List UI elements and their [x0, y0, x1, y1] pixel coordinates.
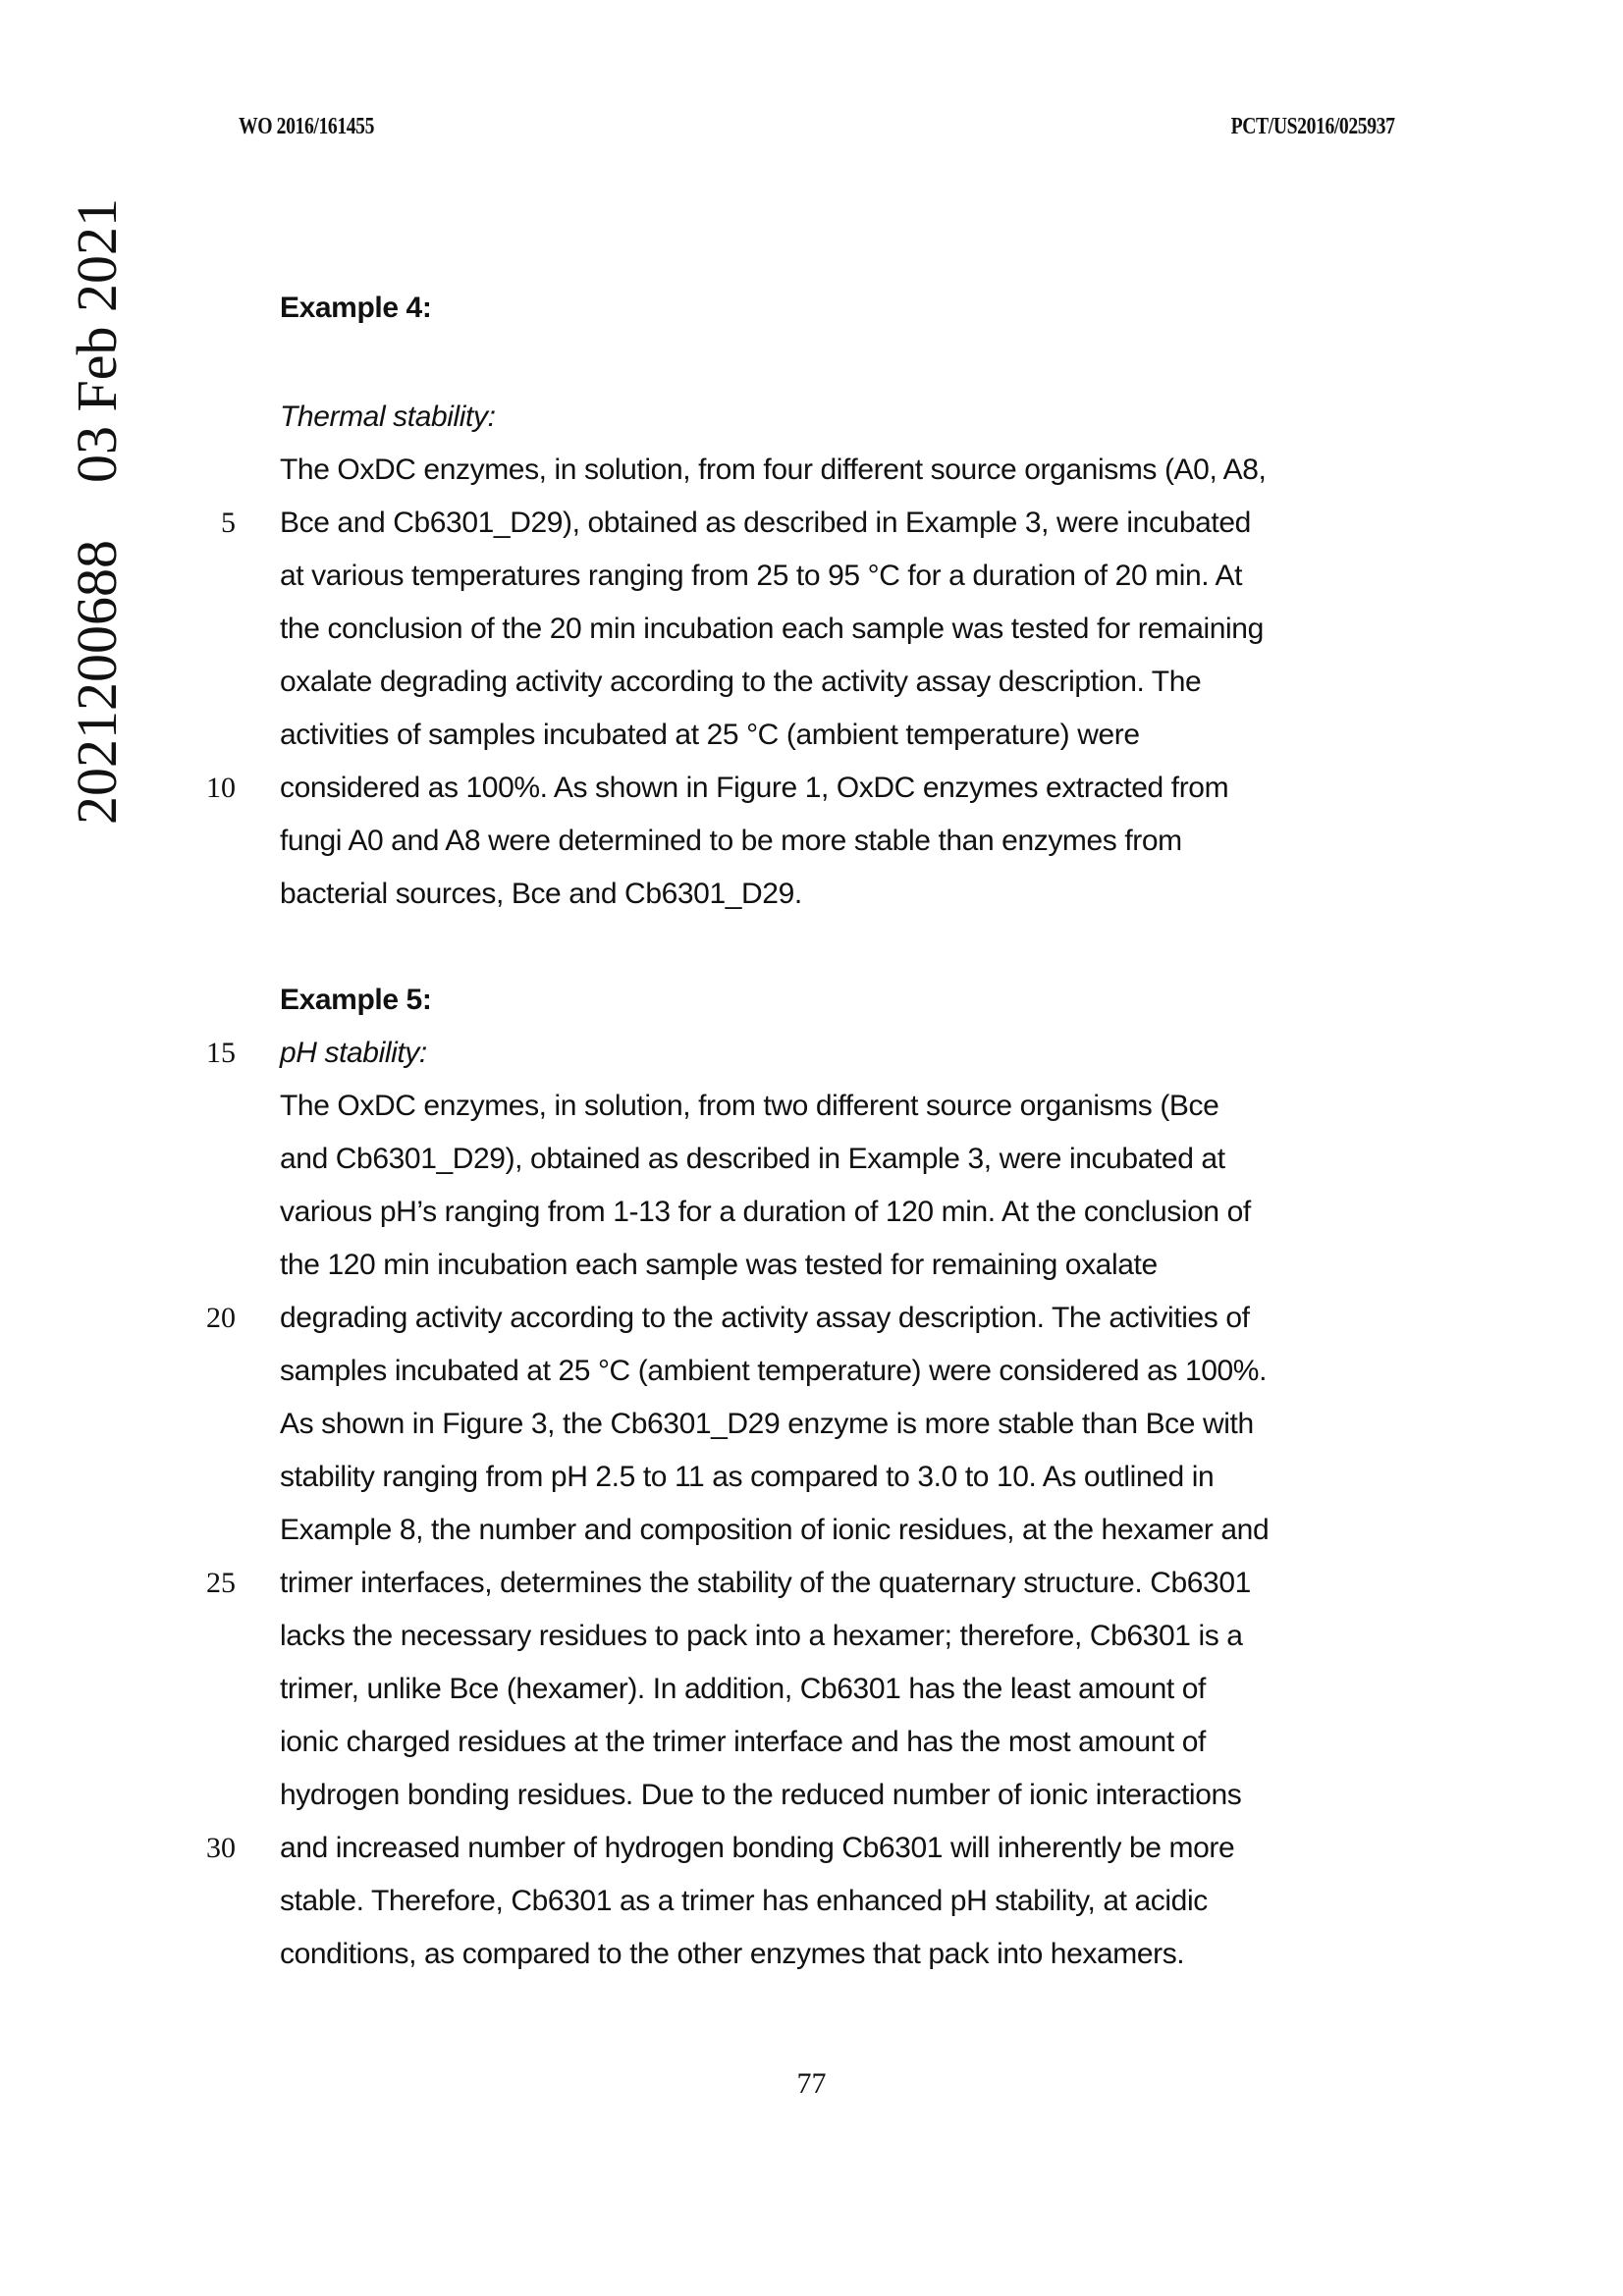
paragraph-line: the 120 min incubation each sample was tested for remaining oxalate	[280, 1249, 1158, 1281]
paragraph-line: Example 8, the number and composition of ionic residues, at the hexamer and	[280, 1514, 1270, 1546]
margin-line-number: 15	[206, 1037, 236, 1069]
side-stamp	[65, 198, 129, 825]
paragraph-line: stability ranging from pH 2.5 to 11 as compared to 3.0 to 10. As outlined in	[280, 1461, 1215, 1493]
paragraph-line: activities of samples incubated at 25 °C (ambient temperature) were	[280, 719, 1140, 751]
publication-number: WO 2016/161455	[239, 114, 375, 139]
paragraph-line: trimer interfaces, determines the stability of the quaternary structure. Cb6301	[280, 1567, 1251, 1599]
paragraph-line: ionic charged residues at the trimer interface and has the most amount of	[280, 1726, 1206, 1758]
margin-line-number: 20	[206, 1302, 236, 1334]
example-4-heading: Example 4:	[280, 292, 432, 324]
page-number: 77	[796, 2067, 827, 2100]
paragraph-line: and Cb6301_D29), obtained as described in Example 3, were incubated at	[280, 1143, 1225, 1175]
paragraph-line: The OxDC enzymes, in solution, from two different source organisms (Bce	[280, 1090, 1219, 1122]
paragraph-line: The OxDC enzymes, in solution, from four different source organisms (A0, A8,	[280, 454, 1267, 486]
paragraph-line: the conclusion of the 20 min incubation each sample was tested for remaining	[280, 613, 1264, 645]
application-number: PCT/US2016/025937	[1231, 114, 1395, 139]
paragraph-line: considered as 100%. As shown in Figure 1, OxDC enzymes extracted from	[280, 772, 1229, 804]
paragraph-line: As shown in Figure 3, the Cb6301_D29 enzyme is more stable than Bce with	[280, 1408, 1254, 1440]
paragraph-line: samples incubated at 25 °C (ambient temperature) were considered as 100%.	[280, 1355, 1268, 1387]
paragraph-line: Bce and Cb6301_D29), obtained as described in Example 3, were incubated	[280, 507, 1251, 539]
paragraph-line: oxalate degrading activity according to the activity assay description. The	[280, 666, 1202, 698]
paragraph-line: stable. Therefore, Cb6301 as a trimer has enhanced pH stability, at acidic	[280, 1885, 1208, 1917]
paragraph-line: hydrogen bonding residues. Due to the reduced number of ionic interactions	[280, 1779, 1242, 1811]
paragraph-line: conditions, as compared to the other enzymes that pack into hexamers.	[280, 1938, 1185, 1970]
example-5-heading: Example 5:	[280, 984, 432, 1016]
paragraph-line: degrading activity according to the activity assay description. The activities of	[280, 1302, 1250, 1334]
paragraph-line: trimer, unlike Bce (hexamer). In addition, Cb6301 has the least amount of	[280, 1673, 1206, 1705]
margin-line-number: 25	[206, 1567, 236, 1599]
paragraph-line: and increased number of hydrogen bonding Cb6301 will inherently be more	[280, 1832, 1235, 1864]
paragraph-line: bacterial sources, Bce and Cb6301_D29.	[280, 878, 802, 910]
paragraph-line: fungi A0 and A8 were determined to be more stable than enzymes from	[280, 825, 1182, 857]
paragraph-line: at various temperatures ranging from 25 to 95 °C for a duration of 20 min. At	[280, 560, 1243, 592]
example-4-subheading: Thermal stability:	[280, 400, 496, 433]
stamp-document-number: 2021200688	[65, 540, 129, 825]
paragraph-line: various pH’s ranging from 1-13 for a duration of 120 min. At the conclusion of	[280, 1196, 1251, 1228]
margin-line-number: 30	[206, 1832, 236, 1864]
paragraph-line: lacks the necessary residues to pack into a hexamer; therefore, Cb6301 is a	[280, 1620, 1243, 1652]
example-5-subheading: pH stability:	[280, 1037, 427, 1069]
stamp-date: 03 Feb 2021	[65, 198, 129, 483]
margin-line-number: 5	[221, 507, 236, 539]
margin-line-number: 10	[206, 772, 236, 804]
